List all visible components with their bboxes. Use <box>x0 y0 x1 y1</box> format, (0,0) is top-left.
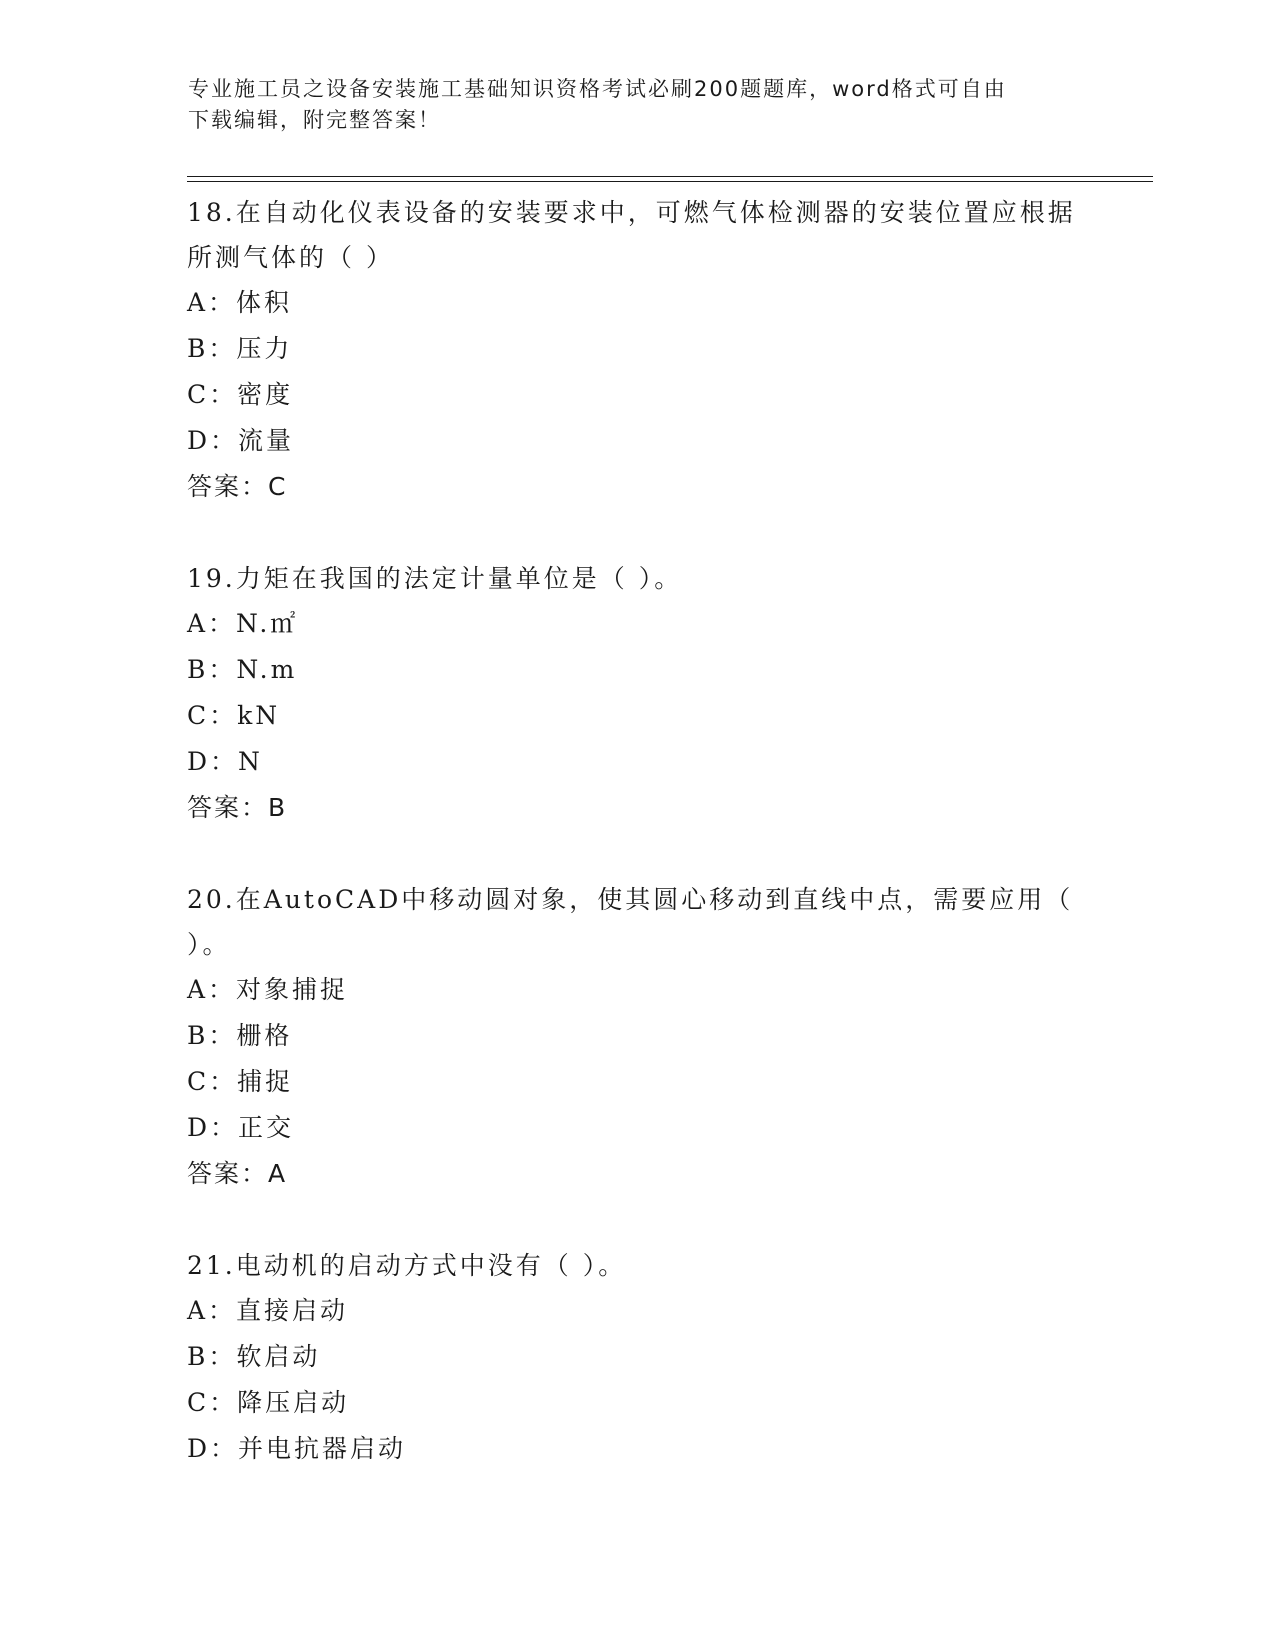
question-18 <box>187 190 1087 510</box>
option-d: D：正交 <box>187 1113 295 1142</box>
option-b: B：栅格 <box>187 1021 293 1050</box>
option-c: C：密度 <box>187 380 294 409</box>
header-divider-top <box>187 176 1153 177</box>
option-d: D：并电抗器启动 <box>187 1434 407 1463</box>
option-c: C：捕捉 <box>187 1067 294 1096</box>
question-text: 20.在AutoCAD中移动圆对象，使其圆心移动到直线中点，需要应用（ ）。 <box>187 885 1074 959</box>
document-header <box>188 74 1088 136</box>
option-d: D：流量 <box>187 426 295 455</box>
question-text: 19.力矩在我国的法定计量单位是（ ）。 <box>187 564 683 593</box>
question-19 <box>187 556 1087 831</box>
question-text: 21.电动机的启动方式中没有（ ）。 <box>187 1251 627 1280</box>
header-line-2: 下载编辑，附完整答案！ <box>188 108 441 132</box>
answer: 答案：C <box>187 472 288 501</box>
option-a: A：对象捕捉 <box>187 975 349 1004</box>
question-21 <box>187 1243 1087 1472</box>
option-c: C：降压启动 <box>187 1388 350 1417</box>
option-a: A：体积 <box>187 288 293 317</box>
option-b: B：N.m <box>187 655 298 684</box>
option-c: C：kN <box>187 701 281 730</box>
question-text: 18.在自动化仪表设备的安装要求中，可燃气体检测器的安装位置应根据所测气体的（ ） <box>187 198 1076 272</box>
header-divider-bottom <box>187 181 1153 182</box>
answer: 答案：B <box>187 793 288 822</box>
option-a: A：直接启动 <box>187 1296 349 1325</box>
answer: 答案：A <box>187 1159 288 1188</box>
option-a: A：N.㎡ <box>187 609 299 638</box>
option-d: D：N <box>187 747 263 776</box>
option-b: B：软启动 <box>187 1342 321 1371</box>
question-20 <box>187 877 1087 1197</box>
header-line-1: 专业施工员之设备安装施工基础知识资格考试必刷200题题库，word格式可自由 <box>188 77 1007 101</box>
question-list <box>187 190 1087 1518</box>
option-b: B：压力 <box>187 334 293 363</box>
